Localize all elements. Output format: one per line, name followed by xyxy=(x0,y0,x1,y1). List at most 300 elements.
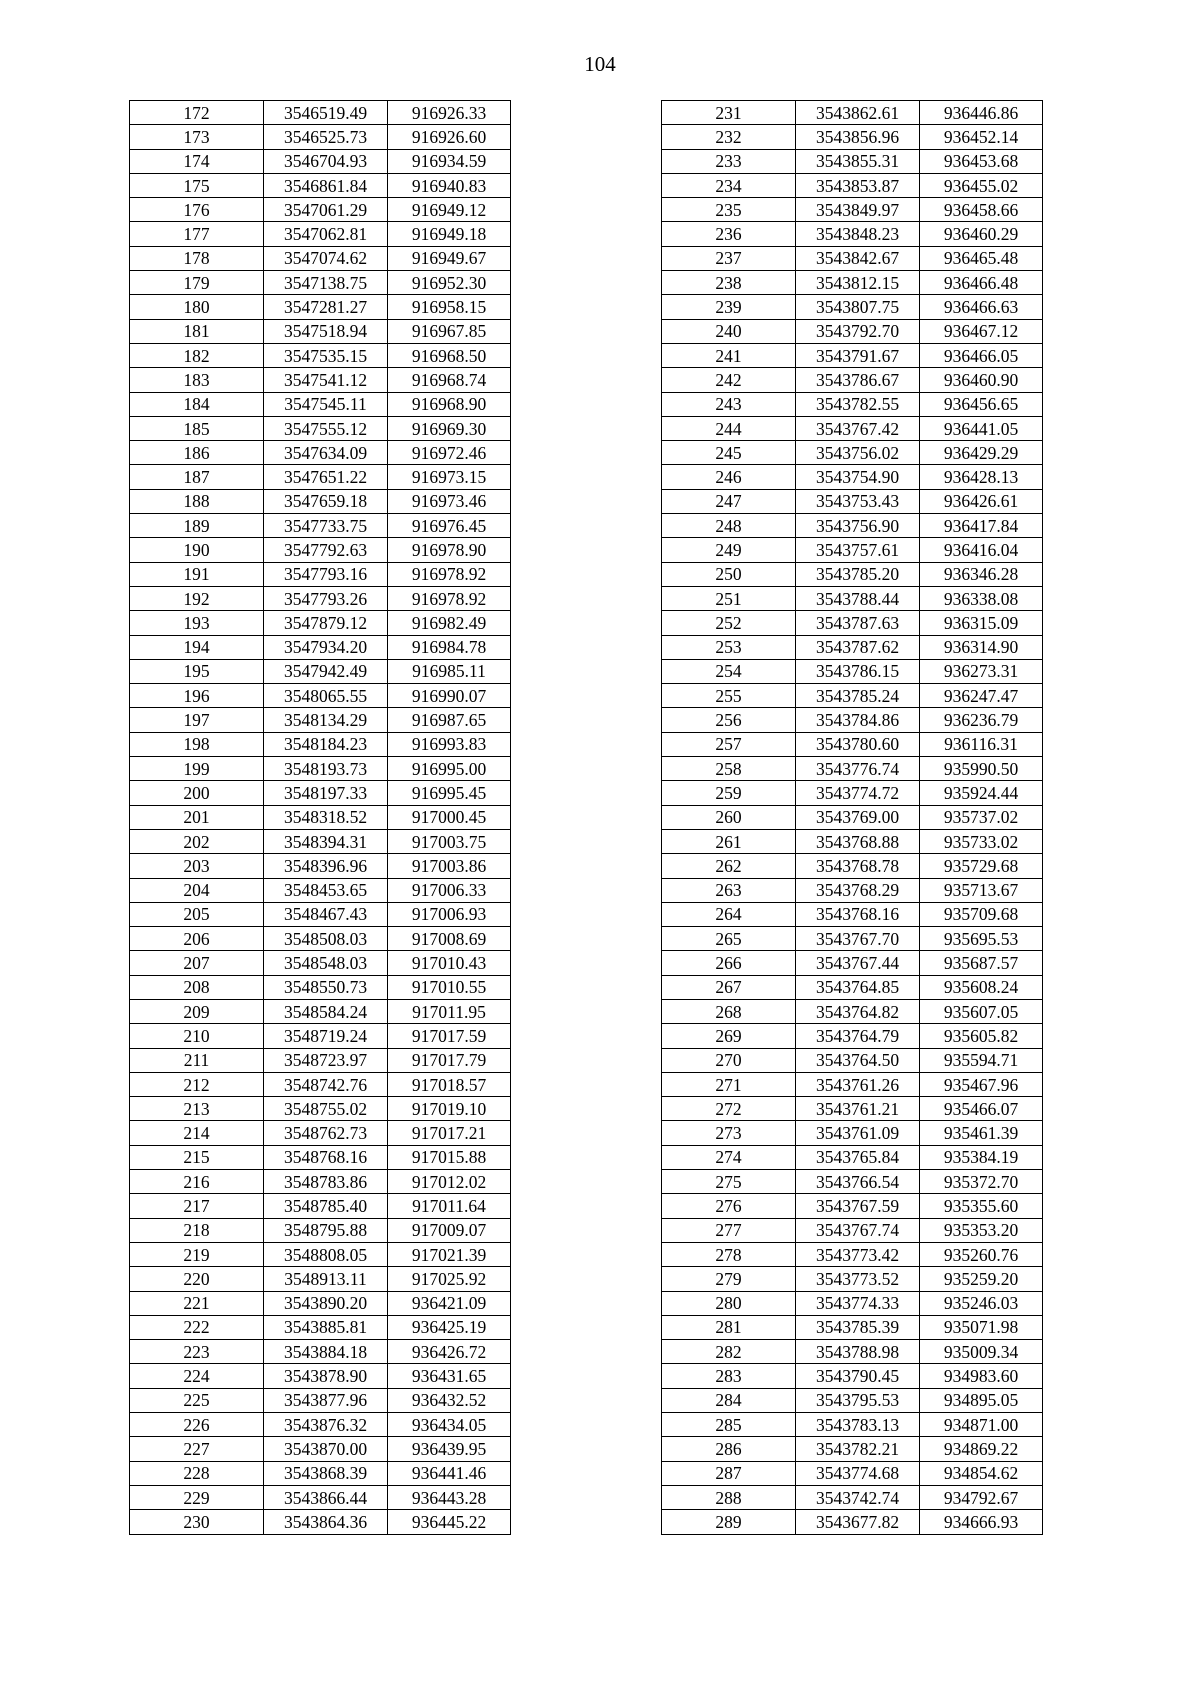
point-number-cell: 177 xyxy=(130,222,264,246)
x-coordinate-cell: 3543757.61 xyxy=(796,538,920,562)
y-coordinate-cell: 935259.20 xyxy=(920,1267,1043,1291)
table-row xyxy=(662,829,1043,853)
x-coordinate-cell: 3543790.45 xyxy=(796,1364,920,1388)
table-row xyxy=(662,878,1043,902)
point-number-cell: 179 xyxy=(130,271,264,295)
y-coordinate-cell: 936429.29 xyxy=(920,441,1043,465)
y-coordinate-cell: 917017.79 xyxy=(388,1048,511,1072)
y-coordinate-cell: 934666.93 xyxy=(920,1510,1043,1534)
table-row xyxy=(662,1315,1043,1339)
x-coordinate-cell: 3543862.61 xyxy=(796,101,920,125)
y-coordinate-cell: 936439.95 xyxy=(388,1437,511,1461)
x-coordinate-cell: 3548318.52 xyxy=(264,805,388,829)
y-coordinate-cell: 916949.67 xyxy=(388,246,511,270)
x-coordinate-cell: 3548550.73 xyxy=(264,975,388,999)
point-number-cell: 241 xyxy=(662,343,796,367)
table-row xyxy=(130,416,511,440)
point-number-cell: 240 xyxy=(662,319,796,343)
point-number-cell: 203 xyxy=(130,854,264,878)
table-row xyxy=(130,319,511,343)
point-number-cell: 197 xyxy=(130,708,264,732)
table-row xyxy=(662,1121,1043,1145)
y-coordinate-cell: 936428.13 xyxy=(920,465,1043,489)
x-coordinate-cell: 3547792.63 xyxy=(264,538,388,562)
table-row xyxy=(662,1194,1043,1218)
y-coordinate-cell: 916973.15 xyxy=(388,465,511,489)
point-number-cell: 196 xyxy=(130,684,264,708)
y-coordinate-cell: 935608.24 xyxy=(920,975,1043,999)
point-number-cell: 242 xyxy=(662,368,796,392)
y-coordinate-cell: 935246.03 xyxy=(920,1291,1043,1315)
table-body xyxy=(662,101,1043,1535)
x-coordinate-cell: 3543885.81 xyxy=(264,1315,388,1339)
y-coordinate-cell: 935607.05 xyxy=(920,999,1043,1023)
table-row xyxy=(662,562,1043,586)
point-number-cell: 176 xyxy=(130,198,264,222)
table-row xyxy=(130,343,511,367)
point-number-cell: 191 xyxy=(130,562,264,586)
x-coordinate-cell: 3547138.75 xyxy=(264,271,388,295)
point-number-cell: 248 xyxy=(662,514,796,538)
point-number-cell: 284 xyxy=(662,1388,796,1412)
table-row xyxy=(130,1242,511,1266)
table-row xyxy=(130,757,511,781)
point-number-cell: 269 xyxy=(662,1024,796,1048)
table-row xyxy=(662,732,1043,756)
x-coordinate-cell: 3543870.00 xyxy=(264,1437,388,1461)
y-coordinate-cell: 936315.09 xyxy=(920,611,1043,635)
point-number-cell: 184 xyxy=(130,392,264,416)
point-number-cell: 273 xyxy=(662,1121,796,1145)
y-coordinate-cell: 916985.11 xyxy=(388,659,511,683)
x-coordinate-cell: 3546704.93 xyxy=(264,149,388,173)
point-number-cell: 243 xyxy=(662,392,796,416)
y-coordinate-cell: 935353.20 xyxy=(920,1218,1043,1242)
table-row xyxy=(662,125,1043,149)
y-coordinate-cell: 917010.55 xyxy=(388,975,511,999)
table-row xyxy=(662,149,1043,173)
table-row xyxy=(130,295,511,319)
x-coordinate-cell: 3543764.85 xyxy=(796,975,920,999)
x-coordinate-cell: 3543767.74 xyxy=(796,1218,920,1242)
y-coordinate-cell: 936443.28 xyxy=(388,1485,511,1509)
table-row xyxy=(662,101,1043,125)
y-coordinate-cell: 936346.28 xyxy=(920,562,1043,586)
point-number-cell: 189 xyxy=(130,514,264,538)
table-row xyxy=(130,999,511,1023)
y-coordinate-cell: 936467.12 xyxy=(920,319,1043,343)
x-coordinate-cell: 3543767.44 xyxy=(796,951,920,975)
point-number-cell: 209 xyxy=(130,999,264,1023)
table-row xyxy=(130,1485,511,1509)
y-coordinate-cell: 917008.69 xyxy=(388,927,511,951)
x-coordinate-cell: 3543848.23 xyxy=(796,222,920,246)
x-coordinate-cell: 3543767.59 xyxy=(796,1194,920,1218)
point-number-cell: 183 xyxy=(130,368,264,392)
point-number-cell: 202 xyxy=(130,829,264,853)
y-coordinate-cell: 936453.68 xyxy=(920,149,1043,173)
x-coordinate-cell: 3548913.11 xyxy=(264,1267,388,1291)
table-row xyxy=(130,1315,511,1339)
y-coordinate-cell: 916995.00 xyxy=(388,757,511,781)
y-coordinate-cell: 934869.22 xyxy=(920,1437,1043,1461)
x-coordinate-cell: 3547061.29 xyxy=(264,198,388,222)
table-row xyxy=(662,1388,1043,1412)
x-coordinate-cell: 3543842.67 xyxy=(796,246,920,270)
table-row xyxy=(662,854,1043,878)
y-coordinate-cell: 936456.65 xyxy=(920,392,1043,416)
point-number-cell: 226 xyxy=(130,1413,264,1437)
table-row xyxy=(130,125,511,149)
table-row xyxy=(662,927,1043,951)
x-coordinate-cell: 3546519.49 xyxy=(264,101,388,125)
x-coordinate-cell: 3543785.20 xyxy=(796,562,920,586)
table-row xyxy=(662,684,1043,708)
y-coordinate-cell: 917003.86 xyxy=(388,854,511,878)
y-coordinate-cell: 935009.34 xyxy=(920,1340,1043,1364)
y-coordinate-cell: 935990.50 xyxy=(920,757,1043,781)
y-coordinate-cell: 916972.46 xyxy=(388,441,511,465)
table-row xyxy=(662,343,1043,367)
x-coordinate-cell: 3548795.88 xyxy=(264,1218,388,1242)
y-coordinate-cell: 935355.60 xyxy=(920,1194,1043,1218)
y-coordinate-cell: 935467.96 xyxy=(920,1072,1043,1096)
point-number-cell: 238 xyxy=(662,271,796,295)
table-row xyxy=(662,586,1043,610)
point-number-cell: 233 xyxy=(662,149,796,173)
y-coordinate-cell: 917011.64 xyxy=(388,1194,511,1218)
table-row xyxy=(662,198,1043,222)
y-coordinate-cell: 916990.07 xyxy=(388,684,511,708)
table-row xyxy=(662,1218,1043,1242)
table-row xyxy=(130,538,511,562)
point-number-cell: 201 xyxy=(130,805,264,829)
x-coordinate-cell: 3548467.43 xyxy=(264,902,388,926)
x-coordinate-cell: 3543783.13 xyxy=(796,1413,920,1437)
point-number-cell: 285 xyxy=(662,1413,796,1437)
y-coordinate-cell: 916984.78 xyxy=(388,635,511,659)
point-number-cell: 195 xyxy=(130,659,264,683)
point-number-cell: 210 xyxy=(130,1024,264,1048)
point-number-cell: 251 xyxy=(662,586,796,610)
table-row xyxy=(662,295,1043,319)
y-coordinate-cell: 935687.57 xyxy=(920,951,1043,975)
point-number-cell: 172 xyxy=(130,101,264,125)
x-coordinate-cell: 3543876.32 xyxy=(264,1413,388,1437)
y-coordinate-cell: 917018.57 xyxy=(388,1072,511,1096)
x-coordinate-cell: 3543849.97 xyxy=(796,198,920,222)
y-coordinate-cell: 916987.65 xyxy=(388,708,511,732)
point-number-cell: 230 xyxy=(130,1510,264,1534)
y-coordinate-cell: 916926.33 xyxy=(388,101,511,125)
x-coordinate-cell: 3548508.03 xyxy=(264,927,388,951)
table-row xyxy=(662,635,1043,659)
point-number-cell: 236 xyxy=(662,222,796,246)
y-coordinate-cell: 935733.02 xyxy=(920,829,1043,853)
table-row xyxy=(130,1413,511,1437)
y-coordinate-cell: 917025.92 xyxy=(388,1267,511,1291)
y-coordinate-cell: 916958.15 xyxy=(388,295,511,319)
y-coordinate-cell: 917006.93 xyxy=(388,902,511,926)
point-number-cell: 272 xyxy=(662,1097,796,1121)
table-row xyxy=(662,611,1043,635)
x-coordinate-cell: 3543785.24 xyxy=(796,684,920,708)
x-coordinate-cell: 3543784.86 xyxy=(796,708,920,732)
y-coordinate-cell: 936432.52 xyxy=(388,1388,511,1412)
table-row xyxy=(130,1510,511,1534)
point-number-cell: 185 xyxy=(130,416,264,440)
point-number-cell: 249 xyxy=(662,538,796,562)
table-row xyxy=(662,368,1043,392)
y-coordinate-cell: 916969.30 xyxy=(388,416,511,440)
table-row xyxy=(130,781,511,805)
point-number-cell: 279 xyxy=(662,1267,796,1291)
table-row xyxy=(662,902,1043,926)
y-coordinate-cell: 917003.75 xyxy=(388,829,511,853)
x-coordinate-cell: 3543774.68 xyxy=(796,1461,920,1485)
table-row xyxy=(662,319,1043,343)
y-coordinate-cell: 936460.29 xyxy=(920,222,1043,246)
y-coordinate-cell: 916934.59 xyxy=(388,149,511,173)
table-row xyxy=(130,1170,511,1194)
point-number-cell: 264 xyxy=(662,902,796,926)
y-coordinate-cell: 935260.76 xyxy=(920,1242,1043,1266)
table-row xyxy=(130,392,511,416)
table-row xyxy=(130,222,511,246)
table-row xyxy=(130,732,511,756)
x-coordinate-cell: 3548193.73 xyxy=(264,757,388,781)
y-coordinate-cell: 917017.21 xyxy=(388,1121,511,1145)
coordinates-table-left xyxy=(129,100,511,1535)
table-row xyxy=(130,271,511,295)
point-number-cell: 253 xyxy=(662,635,796,659)
point-number-cell: 208 xyxy=(130,975,264,999)
table-row xyxy=(130,611,511,635)
table-row xyxy=(662,173,1043,197)
x-coordinate-cell: 3547634.09 xyxy=(264,441,388,465)
x-coordinate-cell: 3543764.82 xyxy=(796,999,920,1023)
y-coordinate-cell: 936314.90 xyxy=(920,635,1043,659)
point-number-cell: 254 xyxy=(662,659,796,683)
x-coordinate-cell: 3543761.21 xyxy=(796,1097,920,1121)
x-coordinate-cell: 3548453.65 xyxy=(264,878,388,902)
point-number-cell: 268 xyxy=(662,999,796,1023)
point-number-cell: 178 xyxy=(130,246,264,270)
x-coordinate-cell: 3543877.96 xyxy=(264,1388,388,1412)
point-number-cell: 225 xyxy=(130,1388,264,1412)
y-coordinate-cell: 916968.50 xyxy=(388,343,511,367)
point-number-cell: 271 xyxy=(662,1072,796,1096)
y-coordinate-cell: 917000.45 xyxy=(388,805,511,829)
point-number-cell: 219 xyxy=(130,1242,264,1266)
point-number-cell: 270 xyxy=(662,1048,796,1072)
point-number-cell: 278 xyxy=(662,1242,796,1266)
y-coordinate-cell: 936465.48 xyxy=(920,246,1043,270)
table-row xyxy=(662,222,1043,246)
table-row xyxy=(662,465,1043,489)
y-coordinate-cell: 935695.53 xyxy=(920,927,1043,951)
y-coordinate-cell: 936338.08 xyxy=(920,586,1043,610)
point-number-cell: 182 xyxy=(130,343,264,367)
x-coordinate-cell: 3547555.12 xyxy=(264,416,388,440)
y-coordinate-cell: 936452.14 xyxy=(920,125,1043,149)
point-number-cell: 205 xyxy=(130,902,264,926)
y-coordinate-cell: 936466.05 xyxy=(920,343,1043,367)
y-coordinate-cell: 916978.90 xyxy=(388,538,511,562)
x-coordinate-cell: 3543764.50 xyxy=(796,1048,920,1072)
point-number-cell: 258 xyxy=(662,757,796,781)
y-coordinate-cell: 917010.43 xyxy=(388,951,511,975)
y-coordinate-cell: 935372.70 xyxy=(920,1170,1043,1194)
table-row xyxy=(130,368,511,392)
x-coordinate-cell: 3543774.72 xyxy=(796,781,920,805)
x-coordinate-cell: 3543786.15 xyxy=(796,659,920,683)
table-row xyxy=(662,1413,1043,1437)
table-row xyxy=(662,975,1043,999)
y-coordinate-cell: 936236.79 xyxy=(920,708,1043,732)
table-row xyxy=(130,1121,511,1145)
x-coordinate-cell: 3548396.96 xyxy=(264,854,388,878)
x-coordinate-cell: 3548197.33 xyxy=(264,781,388,805)
y-coordinate-cell: 935594.71 xyxy=(920,1048,1043,1072)
x-coordinate-cell: 3543785.39 xyxy=(796,1315,920,1339)
table-row xyxy=(662,514,1043,538)
y-coordinate-cell: 916949.18 xyxy=(388,222,511,246)
point-number-cell: 216 xyxy=(130,1170,264,1194)
x-coordinate-cell: 3543864.36 xyxy=(264,1510,388,1534)
x-coordinate-cell: 3547074.62 xyxy=(264,246,388,270)
table-row xyxy=(662,1072,1043,1096)
table-row xyxy=(130,198,511,222)
point-number-cell: 275 xyxy=(662,1170,796,1194)
table-row xyxy=(130,878,511,902)
table-row xyxy=(662,757,1043,781)
point-number-cell: 232 xyxy=(662,125,796,149)
y-coordinate-cell: 936466.63 xyxy=(920,295,1043,319)
x-coordinate-cell: 3548742.76 xyxy=(264,1072,388,1096)
point-number-cell: 274 xyxy=(662,1145,796,1169)
x-coordinate-cell: 3543764.79 xyxy=(796,1024,920,1048)
x-coordinate-cell: 3543765.84 xyxy=(796,1145,920,1169)
y-coordinate-cell: 934871.00 xyxy=(920,1413,1043,1437)
x-coordinate-cell: 3548785.40 xyxy=(264,1194,388,1218)
x-coordinate-cell: 3548184.23 xyxy=(264,732,388,756)
y-coordinate-cell: 916978.92 xyxy=(388,586,511,610)
x-coordinate-cell: 3543773.52 xyxy=(796,1267,920,1291)
y-coordinate-cell: 917021.39 xyxy=(388,1242,511,1266)
x-coordinate-cell: 3548808.05 xyxy=(264,1242,388,1266)
x-coordinate-cell: 3547879.12 xyxy=(264,611,388,635)
x-coordinate-cell: 3543768.16 xyxy=(796,902,920,926)
point-number-cell: 218 xyxy=(130,1218,264,1242)
y-coordinate-cell: 917019.10 xyxy=(388,1097,511,1121)
y-coordinate-cell: 916926.60 xyxy=(388,125,511,149)
table-row xyxy=(130,1218,511,1242)
point-number-cell: 250 xyxy=(662,562,796,586)
point-number-cell: 259 xyxy=(662,781,796,805)
point-number-cell: 235 xyxy=(662,198,796,222)
y-coordinate-cell: 936116.31 xyxy=(920,732,1043,756)
y-coordinate-cell: 935713.67 xyxy=(920,878,1043,902)
x-coordinate-cell: 3543742.74 xyxy=(796,1485,920,1509)
point-number-cell: 252 xyxy=(662,611,796,635)
x-coordinate-cell: 3547518.94 xyxy=(264,319,388,343)
table-row xyxy=(130,975,511,999)
table-row xyxy=(662,1291,1043,1315)
table-row xyxy=(662,708,1043,732)
point-number-cell: 198 xyxy=(130,732,264,756)
point-number-cell: 266 xyxy=(662,951,796,975)
x-coordinate-cell: 3548584.24 xyxy=(264,999,388,1023)
x-coordinate-cell: 3546861.84 xyxy=(264,173,388,197)
point-number-cell: 193 xyxy=(130,611,264,635)
point-number-cell: 213 xyxy=(130,1097,264,1121)
x-coordinate-cell: 3543890.20 xyxy=(264,1291,388,1315)
x-coordinate-cell: 3543866.44 xyxy=(264,1485,388,1509)
y-coordinate-cell: 935384.19 xyxy=(920,1145,1043,1169)
x-coordinate-cell: 3543773.42 xyxy=(796,1242,920,1266)
point-number-cell: 187 xyxy=(130,465,264,489)
table-row xyxy=(662,1024,1043,1048)
point-number-cell: 231 xyxy=(662,101,796,125)
y-coordinate-cell: 916968.74 xyxy=(388,368,511,392)
table-row xyxy=(130,1437,511,1461)
x-coordinate-cell: 3547659.18 xyxy=(264,489,388,513)
table-row xyxy=(130,1364,511,1388)
y-coordinate-cell: 916995.45 xyxy=(388,781,511,805)
table-row xyxy=(662,1510,1043,1534)
x-coordinate-cell: 3547934.20 xyxy=(264,635,388,659)
x-coordinate-cell: 3543868.39 xyxy=(264,1461,388,1485)
table-row xyxy=(662,659,1043,683)
point-number-cell: 281 xyxy=(662,1315,796,1339)
x-coordinate-cell: 3543856.96 xyxy=(796,125,920,149)
point-number-cell: 175 xyxy=(130,173,264,197)
point-number-cell: 234 xyxy=(662,173,796,197)
y-coordinate-cell: 916949.12 xyxy=(388,198,511,222)
table-row xyxy=(130,708,511,732)
table-row xyxy=(662,538,1043,562)
point-number-cell: 224 xyxy=(130,1364,264,1388)
y-coordinate-cell: 916968.90 xyxy=(388,392,511,416)
x-coordinate-cell: 3548065.55 xyxy=(264,684,388,708)
x-coordinate-cell: 3547651.22 xyxy=(264,465,388,489)
table-row xyxy=(662,441,1043,465)
table-row xyxy=(130,951,511,975)
x-coordinate-cell: 3548394.31 xyxy=(264,829,388,853)
y-coordinate-cell: 917012.02 xyxy=(388,1170,511,1194)
table-row xyxy=(662,1364,1043,1388)
point-number-cell: 211 xyxy=(130,1048,264,1072)
x-coordinate-cell: 3548134.29 xyxy=(264,708,388,732)
x-coordinate-cell: 3543787.63 xyxy=(796,611,920,635)
x-coordinate-cell: 3543787.62 xyxy=(796,635,920,659)
x-coordinate-cell: 3543767.70 xyxy=(796,927,920,951)
point-number-cell: 207 xyxy=(130,951,264,975)
point-number-cell: 280 xyxy=(662,1291,796,1315)
x-coordinate-cell: 3543677.82 xyxy=(796,1510,920,1534)
x-coordinate-cell: 3543756.90 xyxy=(796,514,920,538)
x-coordinate-cell: 3543761.09 xyxy=(796,1121,920,1145)
x-coordinate-cell: 3547281.27 xyxy=(264,295,388,319)
x-coordinate-cell: 3543853.87 xyxy=(796,173,920,197)
x-coordinate-cell: 3547541.12 xyxy=(264,368,388,392)
y-coordinate-cell: 917009.07 xyxy=(388,1218,511,1242)
y-coordinate-cell: 936273.31 xyxy=(920,659,1043,683)
table-row xyxy=(130,902,511,926)
table-row xyxy=(662,1267,1043,1291)
point-number-cell: 188 xyxy=(130,489,264,513)
